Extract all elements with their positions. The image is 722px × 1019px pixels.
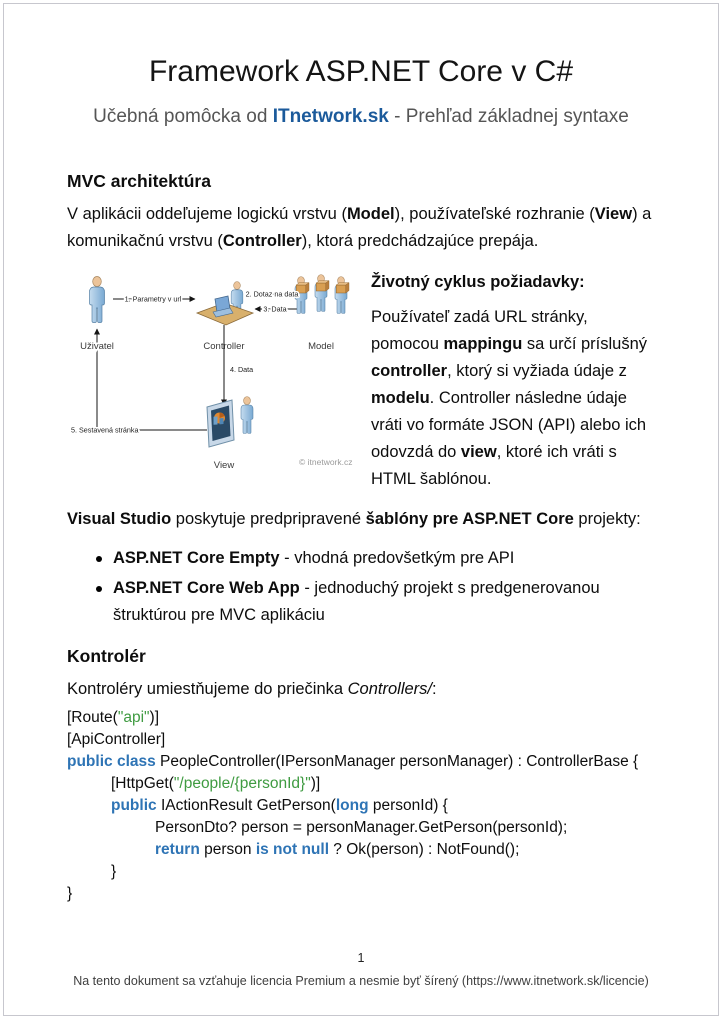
- label-user: Uživatel: [80, 341, 114, 352]
- text-segment: return: [155, 841, 200, 858]
- itnetwork-link[interactable]: ITnetwork.sk: [272, 106, 389, 127]
- watermark-text: © itnetwork.cz: [299, 457, 353, 467]
- text-segment: Controller: [222, 232, 302, 250]
- mvc-diagram-container: [67, 267, 369, 497]
- page-content: [4, 54, 718, 905]
- document-page: [3, 3, 719, 1016]
- code-line: [67, 883, 655, 905]
- text-segment: , ktorý si vyžiada údaje z: [447, 362, 627, 380]
- license-text: Na tento dokument sa vzťahuje licencia Premium a nesmie byť šírený (https://www.itnetwork.sk/licencie): [73, 974, 649, 988]
- text-segment: ASP.NET Core Empty: [113, 549, 280, 567]
- text-segment: long: [335, 797, 369, 814]
- section-heading-mvc: MVC architektúra: [67, 171, 211, 191]
- text-segment: Učebná pomôcka od: [93, 106, 273, 127]
- text-segment: is not null: [255, 841, 329, 858]
- text-segment: PersonDto? person = personManager.GetPerson(personId);: [155, 819, 568, 836]
- text-segment: Model: [346, 205, 395, 223]
- text-segment: person: [199, 841, 256, 858]
- label-step1: 1. Parametry v url: [124, 294, 182, 304]
- code-line: [67, 707, 655, 729]
- text-segment: projekty:: [573, 510, 641, 528]
- text-segment: )]: [310, 775, 321, 792]
- lifecycle-heading: Životný cyklus požiadavky:: [371, 273, 585, 291]
- label-step3: 3. Data: [263, 304, 287, 314]
- text-segment: - Prehľad základnej syntaxe: [388, 106, 629, 127]
- model-figures-icon: [295, 275, 349, 314]
- text-segment: }: [67, 885, 73, 902]
- text-segment: "api": [117, 709, 150, 726]
- text-segment: public class: [67, 753, 156, 770]
- label-view: View: [213, 460, 235, 471]
- text-segment: poskytuje predpripravené: [171, 510, 366, 528]
- text-segment: ASP.NET Core Web App: [113, 579, 300, 597]
- text-segment: V aplikácii oddeľujeme logickú vrstvu (: [67, 205, 347, 223]
- lifecycle-column: [371, 267, 655, 493]
- text-segment: IActionResult GetPerson(: [156, 797, 336, 814]
- mvc-diagram: [67, 267, 369, 492]
- text-segment: personId) {: [368, 797, 448, 814]
- text-segment: "/people/{personId}": [173, 775, 311, 792]
- label-step5: 5. Sestavená stránka: [71, 425, 139, 435]
- controller-desk-icon: [197, 282, 253, 325]
- code-line: [67, 773, 655, 795]
- text-segment: Controllers/: [347, 680, 433, 698]
- user-figure-icon: [90, 277, 105, 323]
- code-line: [67, 751, 655, 773]
- text-segment: controller: [371, 362, 448, 380]
- mvc-intro-paragraph: [67, 201, 655, 255]
- text-segment: ), používateľské rozhranie (: [394, 205, 595, 223]
- text-segment: [ApiController]: [67, 731, 166, 748]
- text-segment: ) a komunikačnú vrstvu (: [67, 205, 652, 250]
- text-segment: Používateľ zadá URL stránky, pomocou: [371, 308, 588, 353]
- text-segment: )]: [149, 709, 160, 726]
- template-list: [67, 545, 655, 629]
- text-segment: - vhodná predovšetkým pre API: [279, 549, 515, 567]
- text-segment: view: [460, 443, 497, 461]
- text-segment: [HttpGet(: [111, 775, 174, 792]
- templates-paragraph: [67, 506, 655, 533]
- text-segment: šablóny pre ASP.NET Core: [365, 510, 574, 528]
- label-model: Model: [308, 341, 334, 352]
- code-block: [67, 707, 655, 905]
- page-subtitle: [67, 105, 655, 128]
- list-item-webapp-template: [113, 575, 655, 629]
- controller-intro-paragraph: [67, 676, 655, 703]
- code-line: [67, 861, 655, 883]
- text-segment: - jednoduchý projekt s predgenerovanou štruktúrou pre MVC aplikáciu: [113, 579, 600, 624]
- text-segment: modelu: [371, 389, 430, 407]
- code-line: [67, 729, 655, 751]
- text-segment: PeopleController(IPersonManager personManager) : ControllerBase {: [155, 753, 639, 770]
- code-line: [67, 817, 655, 839]
- text-segment: View: [594, 205, 633, 223]
- text-segment: ), ktorá predchádzajúce prepája.: [301, 232, 539, 250]
- label-step2: 2. Dotaz na data: [245, 289, 299, 299]
- code-line: [67, 839, 655, 861]
- text-segment: ? Ok(person) : NotFound();: [329, 841, 520, 858]
- text-segment: public: [111, 797, 157, 814]
- page-number: 1: [357, 951, 365, 965]
- view-screen-icon: [207, 397, 253, 447]
- text-segment: [Route(: [67, 709, 118, 726]
- text-segment: sa určí príslušný: [522, 335, 648, 353]
- text-segment: }: [111, 863, 117, 880]
- text-segment: Visual Studio: [67, 510, 172, 528]
- text-segment: , ktoré ich vráti s HTML šablónou.: [371, 443, 617, 488]
- mvc-diagram-row: [67, 267, 655, 497]
- label-step4: 4. Data: [230, 365, 254, 374]
- text-segment: :: [432, 680, 437, 698]
- section-heading-controller: Kontrolér: [67, 646, 146, 666]
- text-segment: mappingu: [443, 335, 523, 353]
- lifecycle-paragraph: [371, 304, 655, 493]
- label-controller: Controller: [203, 341, 245, 352]
- text-segment: . Controller následne údaje vráti vo formáte JSON (API) alebo ich odovzdá do: [371, 389, 647, 461]
- list-item-empty-template: [113, 545, 655, 572]
- page-title: Framework ASP.NET Core v C#: [148, 55, 574, 88]
- text-segment: Kontroléry umiestňujeme do priečinka: [67, 680, 348, 698]
- code-line: [67, 795, 655, 817]
